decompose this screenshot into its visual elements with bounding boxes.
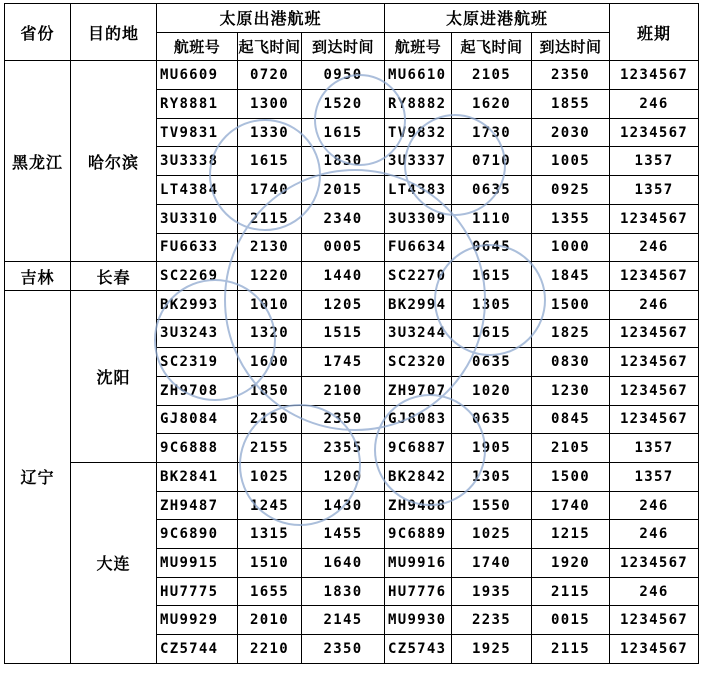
- outbound-arrive-header: 到达时间: [302, 32, 385, 61]
- outbound-depart-time: 2150: [238, 405, 302, 434]
- inbound-flight-number: LT4383: [385, 176, 452, 205]
- inbound-arrive-time: 1355: [532, 204, 610, 233]
- outbound-depart-time: 1320: [238, 319, 302, 348]
- outbound-arrive-time: 1200: [302, 463, 385, 492]
- inbound-flight-number: SC2320: [385, 348, 452, 377]
- inbound-depart-time: 1305: [452, 463, 532, 492]
- inbound-arrive-time: 1500: [532, 290, 610, 319]
- inbound-arrive-time: 0845: [532, 405, 610, 434]
- inbound-depart-time: 0645: [452, 233, 532, 262]
- inbound-arrive-time: 1855: [532, 90, 610, 119]
- inbound-depart-time: 1730: [452, 118, 532, 147]
- outbound-flight-number: 3U3310: [157, 204, 238, 233]
- schedule-days: 246: [610, 290, 699, 319]
- inbound-depart-time: 0635: [452, 176, 532, 205]
- outbound-depart-time: 2210: [238, 635, 302, 664]
- inbound-depart-time: 1925: [452, 635, 532, 664]
- schedule-days: 1234567: [610, 606, 699, 635]
- schedule-days: 1357: [610, 147, 699, 176]
- inbound-depart-time: 0635: [452, 405, 532, 434]
- outbound-arrive-time: 1520: [302, 90, 385, 119]
- outbound-arrive-time: 2015: [302, 176, 385, 205]
- outbound-group-header: 太原出港航班: [157, 4, 385, 33]
- destination-cell: 哈尔滨: [71, 61, 157, 262]
- outbound-depart-time: 1655: [238, 577, 302, 606]
- inbound-flight-number: 9C6889: [385, 520, 452, 549]
- inbound-group-header: 太原进港航班: [385, 4, 610, 33]
- outbound-flight-number: BK2841: [157, 463, 238, 492]
- inbound-flight-no-header: 航班号: [385, 32, 452, 61]
- outbound-flight-number: SC2319: [157, 348, 238, 377]
- inbound-depart-time: 0710: [452, 147, 532, 176]
- outbound-arrive-time: 1205: [302, 290, 385, 319]
- destination-cell: 沈阳: [71, 290, 157, 462]
- inbound-depart-time: 1110: [452, 204, 532, 233]
- outbound-depart-time: 1510: [238, 549, 302, 578]
- schedule-days: 1234567: [610, 405, 699, 434]
- inbound-flight-number: ZH9707: [385, 376, 452, 405]
- schedule-days: 1234567: [610, 118, 699, 147]
- inbound-arrive-time: 1000: [532, 233, 610, 262]
- inbound-depart-time: 2235: [452, 606, 532, 635]
- outbound-arrive-time: 2350: [302, 405, 385, 434]
- inbound-arrive-time: 1500: [532, 463, 610, 492]
- inbound-depart-time: 2105: [452, 61, 532, 90]
- inbound-arrive-time: 2115: [532, 635, 610, 664]
- schedule-days: 1234567: [610, 262, 699, 291]
- schedule-days: 1234567: [610, 61, 699, 90]
- inbound-arrive-time: 0925: [532, 176, 610, 205]
- inbound-arrive-time: 1825: [532, 319, 610, 348]
- outbound-arrive-time: 1430: [302, 491, 385, 520]
- inbound-arrive-time: 2350: [532, 61, 610, 90]
- outbound-arrive-time: 1440: [302, 262, 385, 291]
- outbound-arrive-time: 2145: [302, 606, 385, 635]
- outbound-arrive-time: 2350: [302, 635, 385, 664]
- table-row: [5, 290, 699, 319]
- outbound-depart-time: 1330: [238, 118, 302, 147]
- outbound-flight-number: MU9915: [157, 549, 238, 578]
- inbound-flight-number: HU7776: [385, 577, 452, 606]
- outbound-arrive-time: 0950: [302, 61, 385, 90]
- destination-cell: 大连: [71, 463, 157, 664]
- inbound-arrive-header: 到达时间: [532, 32, 610, 61]
- outbound-flight-number: ZH9708: [157, 376, 238, 405]
- schedule-days: 1234567: [610, 549, 699, 578]
- schedule-days: 1357: [610, 463, 699, 492]
- table-row: [5, 61, 699, 90]
- inbound-flight-number: TV9832: [385, 118, 452, 147]
- inbound-flight-number: 9C6887: [385, 434, 452, 463]
- inbound-depart-time: 1550: [452, 491, 532, 520]
- outbound-depart-time: 1025: [238, 463, 302, 492]
- outbound-arrive-time: 1640: [302, 549, 385, 578]
- schedule-days: 246: [610, 491, 699, 520]
- inbound-flight-number: ZH9488: [385, 491, 452, 520]
- schedule-days: 1234567: [610, 376, 699, 405]
- outbound-flight-number: MU6609: [157, 61, 238, 90]
- inbound-depart-header: 起飞时间: [452, 32, 532, 61]
- province-cell: 辽宁: [5, 290, 71, 663]
- outbound-flight-number: MU9929: [157, 606, 238, 635]
- outbound-depart-time: 1220: [238, 262, 302, 291]
- inbound-depart-time: 1615: [452, 319, 532, 348]
- outbound-flight-number: LT4384: [157, 176, 238, 205]
- inbound-arrive-time: 2030: [532, 118, 610, 147]
- schedule-days: 246: [610, 233, 699, 262]
- inbound-arrive-time: 1740: [532, 491, 610, 520]
- destination-header: 目的地: [71, 4, 157, 61]
- inbound-arrive-time: 0830: [532, 348, 610, 377]
- outbound-arrive-time: 1455: [302, 520, 385, 549]
- inbound-flight-number: MU9916: [385, 549, 452, 578]
- schedule-days: 1234567: [610, 319, 699, 348]
- outbound-flight-number: 9C6888: [157, 434, 238, 463]
- inbound-depart-time: 1025: [452, 520, 532, 549]
- outbound-depart-time: 2130: [238, 233, 302, 262]
- table-row: [5, 463, 699, 492]
- inbound-flight-number: MU6610: [385, 61, 452, 90]
- inbound-arrive-time: 1845: [532, 262, 610, 291]
- inbound-depart-time: 1305: [452, 290, 532, 319]
- schedule-days: 1234567: [610, 204, 699, 233]
- outbound-depart-time: 1245: [238, 491, 302, 520]
- outbound-arrive-time: 1615: [302, 118, 385, 147]
- inbound-arrive-time: 2115: [532, 577, 610, 606]
- outbound-flight-number: BK2993: [157, 290, 238, 319]
- outbound-depart-time: 1010: [238, 290, 302, 319]
- inbound-arrive-time: 1005: [532, 147, 610, 176]
- outbound-depart-time: 1740: [238, 176, 302, 205]
- outbound-flight-number: ZH9487: [157, 491, 238, 520]
- schedule-days: 1357: [610, 434, 699, 463]
- schedule-days: 1234567: [610, 348, 699, 377]
- schedule-days: 246: [610, 520, 699, 549]
- inbound-flight-number: FU6634: [385, 233, 452, 262]
- schedule-days: 246: [610, 577, 699, 606]
- outbound-depart-time: 1600: [238, 348, 302, 377]
- inbound-depart-time: 1905: [452, 434, 532, 463]
- inbound-depart-time: 1740: [452, 549, 532, 578]
- table-row: [5, 262, 699, 291]
- outbound-flight-number: 3U3338: [157, 147, 238, 176]
- destination-cell: 长春: [71, 262, 157, 291]
- inbound-arrive-time: 0015: [532, 606, 610, 635]
- inbound-flight-number: GJ8083: [385, 405, 452, 434]
- inbound-arrive-time: 1920: [532, 549, 610, 578]
- outbound-depart-time: 2115: [238, 204, 302, 233]
- outbound-arrive-time: 1515: [302, 319, 385, 348]
- outbound-flight-number: CZ5744: [157, 635, 238, 664]
- outbound-depart-time: 0720: [238, 61, 302, 90]
- inbound-flight-number: BK2994: [385, 290, 452, 319]
- outbound-depart-time: 1850: [238, 376, 302, 405]
- outbound-depart-time: 1315: [238, 520, 302, 549]
- schedule-days: 1357: [610, 176, 699, 205]
- inbound-arrive-time: 1230: [532, 376, 610, 405]
- outbound-depart-time: 1300: [238, 90, 302, 119]
- outbound-arrive-time: 1830: [302, 147, 385, 176]
- schedule-days: 246: [610, 90, 699, 119]
- outbound-flight-number: FU6633: [157, 233, 238, 262]
- outbound-flight-no-header: 航班号: [157, 32, 238, 61]
- inbound-flight-number: MU9930: [385, 606, 452, 635]
- outbound-flight-number: TV9831: [157, 118, 238, 147]
- inbound-depart-time: 1935: [452, 577, 532, 606]
- inbound-flight-number: BK2842: [385, 463, 452, 492]
- inbound-depart-time: 1020: [452, 376, 532, 405]
- outbound-depart-time: 2155: [238, 434, 302, 463]
- inbound-arrive-time: 1215: [532, 520, 610, 549]
- outbound-arrive-time: 2355: [302, 434, 385, 463]
- inbound-depart-time: 1615: [452, 262, 532, 291]
- inbound-flight-number: 3U3244: [385, 319, 452, 348]
- outbound-depart-time: 2010: [238, 606, 302, 635]
- inbound-depart-time: 0635: [452, 348, 532, 377]
- outbound-flight-number: SC2269: [157, 262, 238, 291]
- outbound-arrive-time: 1830: [302, 577, 385, 606]
- inbound-flight-number: 3U3337: [385, 147, 452, 176]
- inbound-arrive-time: 2105: [532, 434, 610, 463]
- outbound-flight-number: GJ8084: [157, 405, 238, 434]
- flight-timetable: [4, 3, 699, 664]
- outbound-flight-number: HU7775: [157, 577, 238, 606]
- timetable-sheet: [4, 3, 699, 664]
- schedule-days: 1234567: [610, 635, 699, 664]
- province-cell: 吉林: [5, 262, 71, 291]
- inbound-flight-number: SC2270: [385, 262, 452, 291]
- outbound-arrive-time: 1745: [302, 348, 385, 377]
- outbound-flight-number: 3U3243: [157, 319, 238, 348]
- inbound-flight-number: RY8882: [385, 90, 452, 119]
- outbound-flight-number: 9C6890: [157, 520, 238, 549]
- province-header: 省份: [5, 4, 71, 61]
- inbound-flight-number: CZ5743: [385, 635, 452, 664]
- schedule-header: 班期: [610, 4, 699, 61]
- outbound-depart-header: 起飞时间: [238, 32, 302, 61]
- province-cell: 黑龙江: [5, 61, 71, 262]
- header-row-1: [5, 4, 699, 33]
- outbound-depart-time: 1615: [238, 147, 302, 176]
- outbound-arrive-time: 0005: [302, 233, 385, 262]
- inbound-flight-number: 3U3309: [385, 204, 452, 233]
- outbound-flight-number: RY8881: [157, 90, 238, 119]
- outbound-arrive-time: 2100: [302, 376, 385, 405]
- inbound-depart-time: 1620: [452, 90, 532, 119]
- outbound-arrive-time: 2340: [302, 204, 385, 233]
